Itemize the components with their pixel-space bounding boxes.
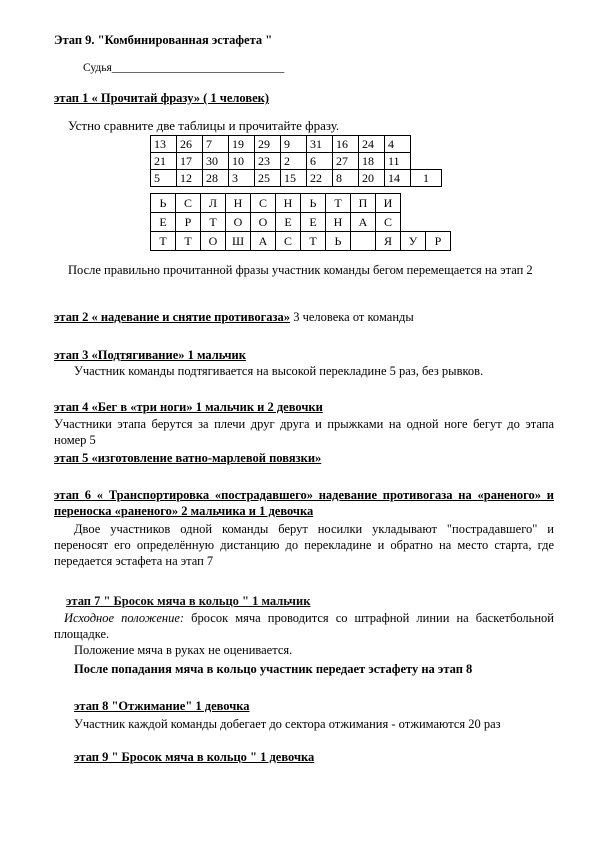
stage6-heading: этап 6 « Транспортировка «пострадавшего» надевание противогаза на «раненого» и переноска «раненого» 2 мальчика и 1 девочка (54, 488, 554, 518)
number-cell: 17 (177, 153, 203, 170)
stage3-heading: этап 3 «Подтягивание» 1 мальчик (54, 348, 246, 362)
number-cell: 3 (229, 170, 255, 187)
letter-cell: Ь (326, 232, 351, 251)
number-cell: 24 (359, 136, 385, 153)
number-cell: 5 (151, 170, 177, 187)
letter-cell: Т (326, 194, 351, 213)
letter-row (151, 213, 451, 232)
letter-cell: И (376, 194, 401, 213)
letter-cell: Е (151, 213, 176, 232)
letter-cell: О (251, 213, 276, 232)
letter-cell: Е (276, 213, 301, 232)
number-cell: 31 (307, 136, 333, 153)
letter-cell: Л (201, 194, 226, 213)
letter-cell: С (276, 232, 301, 251)
letter-cell: Т (176, 232, 201, 251)
stage7-heading: этап 7 " Бросок мяча в кольцо " 1 мальчик (66, 594, 311, 608)
stage7-text (54, 610, 554, 642)
number-cell: 18 (359, 153, 385, 170)
number-cell: 2 (281, 153, 307, 170)
letter-cell: Р (176, 213, 201, 232)
number-cell: 27 (333, 153, 359, 170)
stage3-text: Участник команды подтягивается на высокой перекладине 5 раз, без рывков. (74, 364, 484, 378)
number-cell: 29 (255, 136, 281, 153)
number-cell: 28 (203, 170, 229, 187)
number-row (151, 170, 442, 187)
number-cell: 13 (151, 136, 177, 153)
number-cell: 6 (307, 153, 333, 170)
letter-cell: П (351, 194, 376, 213)
letter-cell: Е (301, 213, 326, 232)
letter-cell: Т (151, 232, 176, 251)
number-cell: 22 (307, 170, 333, 187)
stage9-heading: этап 9 " Бросок мяча в кольцо " 1 девочка (74, 750, 315, 764)
letter-cell: С (176, 194, 201, 213)
judge-line: Судья______________________________ (83, 62, 285, 74)
number-cell: 9 (281, 136, 307, 153)
letter-cell: А (351, 213, 376, 232)
stage2-line (54, 310, 414, 325)
letter-cell: О (226, 213, 251, 232)
letter-cell: Ш (226, 232, 251, 251)
letter-cell: Н (326, 213, 351, 232)
stage1-after-text: После правильно прочитанной фразы участник команды бегом перемещается на этап 2 (68, 263, 533, 277)
stage2-heading: этап 2 « надевание и снятие противогаза» (54, 310, 291, 324)
number-cell: 30 (203, 153, 229, 170)
number-cell: 23 (255, 153, 281, 170)
letter-row (151, 232, 451, 251)
stage2-tail: 3 человека от команды (290, 310, 414, 324)
letter-cell: О (201, 232, 226, 251)
stage6-text: Двое участников одной команды берут носилки укладывают "пострадавшего" и переносят его определённую дистанцию до перекладине и обратно на место старта, где передается эстафета на этап 7 (54, 522, 554, 568)
letter-cell: Н (226, 194, 251, 213)
letter-cell: С (251, 194, 276, 213)
stage5-heading: этап 5 «изготовление ватно-марлевой повязки» (54, 451, 322, 465)
number-cell: 21 (151, 153, 177, 170)
letter-cell: Ь (301, 194, 326, 213)
number-cell: 26 (177, 136, 203, 153)
number-cell: 7 (203, 136, 229, 153)
number-cell: 11 (385, 153, 411, 170)
stage1-heading: этап 1 « Прочитай фразу» ( 1 человек) (54, 91, 270, 105)
stage7-line2: Положение мяча в руках не оценивается. (74, 643, 293, 657)
letter-cell: Я (376, 232, 401, 251)
number-cell: 8 (333, 170, 359, 187)
number-table (150, 135, 442, 187)
number-cell: 19 (229, 136, 255, 153)
stage7-bold-line: После попадания мяча в кольцо участник передает эстафету на этап 8 (74, 662, 473, 676)
stage8-text: Участник каждой команды добегает до сектора отжимания - отжимаются 20 раз (74, 717, 501, 731)
letter-table (150, 193, 451, 251)
letter-cell: С (376, 213, 401, 232)
stage1-instruction: Устно сравните две таблицы и прочитайте фразу. (68, 118, 340, 133)
page-title: Этап 9. "Комбинированная эстафета " (54, 33, 273, 47)
letter-cell: Ь (151, 194, 176, 213)
number-cell: 4 (385, 136, 411, 153)
number-row (151, 153, 442, 170)
number-row (151, 136, 442, 153)
number-cell: 14 (385, 170, 411, 187)
stage4-heading: этап 4 «Бег в «три ноги» 1 мальчик и 2 девочки (54, 400, 323, 414)
letter-cell: Н (276, 194, 301, 213)
stage7-italic-label: Исходное положение: (64, 611, 185, 625)
number-cell: 15 (281, 170, 307, 187)
stage7-body: бросок мяча проводится со штрафной линии на баскетбольной площадке. (54, 611, 554, 641)
number-cell: 16 (333, 136, 359, 153)
letter-cell: А (251, 232, 276, 251)
letter-cell: У (401, 232, 426, 251)
number-cell: 1 (411, 170, 442, 187)
stage4-text: Участники этапа берутся за плечи друг друга и прыжками на одной ноге бегут до этапа номер 5 (54, 417, 554, 447)
number-cell: 10 (229, 153, 255, 170)
number-cell: 12 (177, 170, 203, 187)
letter-cell: Т (201, 213, 226, 232)
number-cell: 25 (255, 170, 281, 187)
letter-cell (351, 232, 376, 251)
letter-cell: Т (301, 232, 326, 251)
letter-cell: Р (426, 232, 451, 251)
stage8-heading: этап 8 "Отжимание" 1 девочка (74, 699, 250, 713)
number-cell: 20 (359, 170, 385, 187)
letter-row (151, 194, 451, 213)
